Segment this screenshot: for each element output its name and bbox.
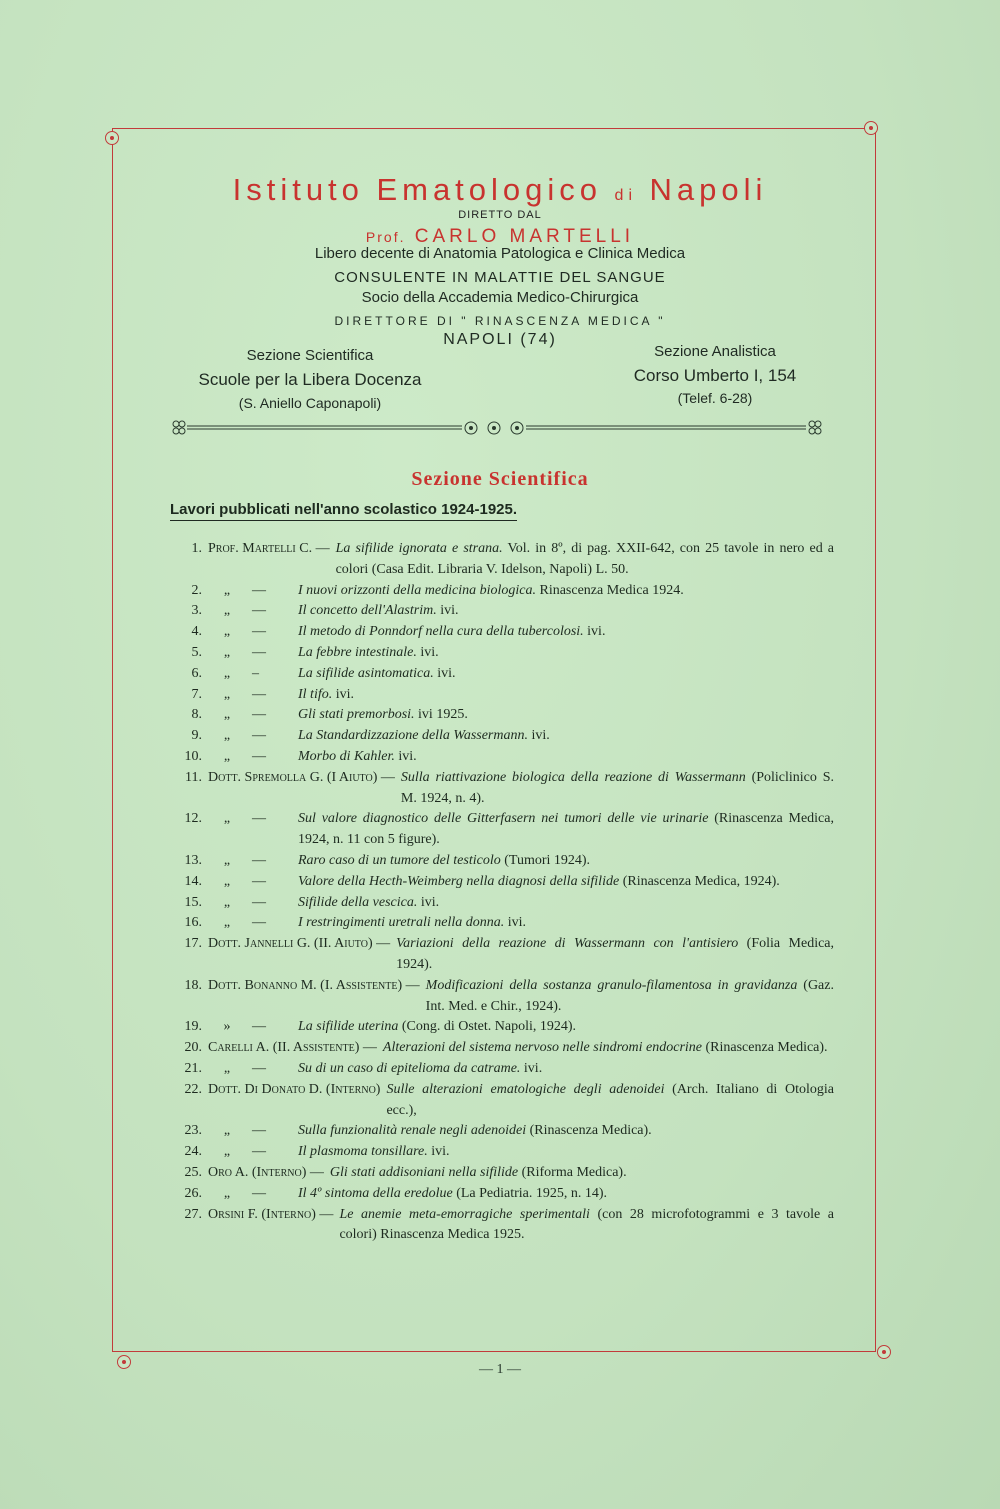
entry-number: 21. [184,1060,202,1076]
publication-entry [168,934,834,976]
ditto-symbol: „ [223,665,231,681]
ditto-symbol: „ [223,852,231,868]
header-line-consulente: CONSULENTE IN MALATTIE DEL SANGUE [334,269,666,286]
entry-details: ivi. [520,1060,543,1076]
entry-title: Variazioni della reazione di Wassermann con l'antisiero [396,936,739,952]
publication-entry [168,872,834,893]
entry-title: Valore della Hecth-Weimberg nella diagnosi della sifilide [298,873,620,889]
ditto-symbol: „ [223,624,231,640]
entry-title: Sulla riattivazione biologica della reazione di Wassermann [400,769,746,785]
entry-title: Modificazioni della sostanza granulo-filamentosa in gravidanza [425,977,798,993]
section-title: Sezione Scientifica [411,468,589,490]
title-word: di [614,187,637,204]
entry-details: (Rinascenza Medica). [526,1123,652,1139]
ditto-symbol: „ [223,915,231,931]
publication-entry [168,1205,834,1247]
entry-number: 13. [184,852,202,868]
ditto-mark [202,664,298,685]
entry-title: I nuovi orizzonti della medicina biologica. [298,582,536,598]
ditto-dash: — [252,1060,266,1076]
ditto-mark [202,893,298,914]
entry-text [298,1121,834,1142]
entry-details: (Arch. Italiano di Otologia ecc.), [386,1081,834,1118]
entry-number: 25. [184,1164,202,1180]
ditto-symbol: „ [223,603,231,619]
publication-entry [168,685,834,706]
entry-text [298,913,834,934]
ditto-symbol: „ [223,1185,231,1201]
entry-text [336,539,834,581]
entry-details: ivi 1925. [414,707,468,723]
entry-title: Le anemie meta-emorragiche sperimentali [339,1206,590,1222]
publication-entry [168,643,834,664]
entry-text [298,1142,834,1163]
entry-author: Orsini F. (Interno) — [208,1206,334,1222]
header-line-docente: Libero decente di Anatomia Patologica e Clinica Medica [314,245,686,262]
left-section-title: Sezione Scientifica [246,347,374,364]
publication-entry [168,705,834,726]
ditto-mark [202,1017,298,1038]
entry-number: 12. [184,811,202,827]
ornamental-divider [172,420,822,436]
ditto-dash: — [252,707,266,723]
ditto-mark [202,913,298,934]
prof-prefix: Prof. [365,229,406,245]
entry-number: 10. [184,748,202,764]
entry-text [298,809,834,851]
publications-list [168,539,834,1246]
publication-entry [168,1017,834,1038]
publication-entry [168,622,834,643]
ditto-symbol: „ [223,686,231,702]
entry-number: 15. [184,894,202,910]
entry-details: ivi. [427,1144,450,1160]
entry-text [298,1059,834,1080]
entry-text [298,1184,834,1205]
publication-entry [168,581,834,602]
entry-details: (Gaz. Int. Med. e Chir., 1924). [425,977,834,1014]
ditto-mark [202,1059,298,1080]
entry-text [298,747,834,768]
publication-entry [168,768,834,810]
entry-title: La febbre intestinale. [298,644,417,660]
publication-entry [168,747,834,768]
ditto-mark [202,809,298,830]
ditto-dash: — [252,582,266,598]
entry-number: 20. [184,1040,202,1056]
ditto-mark [202,705,298,726]
ditto-dash: — [252,1185,266,1201]
entry-number: 6. [191,665,202,681]
ditto-symbol: „ [223,644,231,660]
ditto-symbol: „ [223,1060,231,1076]
publication-entry [168,809,834,851]
entry-title: Su di un caso di epitelioma da catrame. [298,1060,521,1076]
publication-entry [168,851,834,872]
publication-entry [168,726,834,747]
ditto-mark [202,601,298,622]
entry-author: Dott. Spremolla G. (I Aiuto) — [208,769,395,785]
works-heading: Lavori pubblicati nell'anno scolastico 1924-1925. [170,501,517,521]
entry-title: Sifilide della vescica. [298,894,418,910]
entry-text [426,976,834,1018]
ditto-mark [202,1184,298,1205]
entry-text [298,643,834,664]
entry-details: ivi. [433,665,456,681]
entry-title: La Standardizzazione della Wassermann. [298,728,528,744]
entry-number: 17. [184,936,202,952]
entry-details: (Riforma Medica). [518,1164,627,1180]
publication-entry [168,1184,834,1205]
entry-number: 1. [191,541,202,556]
entry-text [383,1038,834,1059]
entry-author: Oro A. (Interno) — [208,1164,324,1180]
entry-details: ivi. [417,894,440,910]
ditto-dash: — [252,915,266,931]
publication-entry [168,601,834,622]
entry-details: ivi. [436,603,459,619]
ditto-symbol: „ [223,894,231,910]
ditto-dash: — [252,1123,266,1139]
entry-text [298,705,834,726]
entry-number: 14. [184,873,202,889]
ditto-dash: — [252,852,266,868]
header-city: NAPOLI (74) [443,331,557,348]
entry-text [298,664,834,685]
publication-entry [168,976,834,1018]
header-line-direttore: DIRETTORE DI " RINASCENZA MEDICA " [334,314,666,328]
publication-entry [168,539,834,581]
entry-title: La sifilide ignorata e strana. [335,541,503,556]
ditto-symbol: „ [223,1144,231,1160]
ditto-symbol: „ [223,728,231,744]
entry-number: 26. [184,1185,202,1201]
entry-details: (Rinascenza Medica, 1924, n. 11 con 5 figure). [298,811,834,848]
ditto-mark [202,622,298,643]
ditto-mark [202,643,298,664]
entry-text [396,934,834,976]
title-word: Ematologico [376,172,603,207]
entry-title: Il plasmoma tonsillare. [298,1144,428,1160]
entry-title: La sifilide uterina [298,1019,399,1035]
entry-text [298,581,834,602]
entry-number: 7. [191,686,202,702]
entry-text [298,872,834,893]
entry-text [386,1080,834,1122]
ditto-dash: – [252,665,259,681]
entry-text [339,1205,834,1247]
frame-corner-ornament [105,131,119,145]
ditto-dash: — [252,624,266,640]
entry-text [298,851,834,872]
publication-entry [168,664,834,685]
ditto-dash: — [252,894,266,910]
page-number: — 1 — [479,1362,521,1377]
entry-text [298,601,834,622]
publication-entry [168,1080,834,1122]
frame-corner-ornament [864,121,878,135]
ditto-mark [202,872,298,893]
entry-author: Carelli A. (II. Assistente) — [208,1040,377,1056]
entry-number: 2. [191,582,202,598]
entry-text [401,768,834,810]
publication-entry [168,1163,834,1184]
right-section-line2: (Telef. 6-28) [677,390,753,406]
entry-details: ivi. [332,686,355,702]
entry-number: 18. [184,977,202,993]
prof-name: CARLO MARTELLI [414,226,635,247]
entry-details: ivi. [394,748,417,764]
entry-number: 9. [191,728,202,744]
ditto-mark [202,685,298,706]
entry-number: 8. [191,707,202,723]
entry-number: 16. [184,915,202,931]
ditto-symbol: „ [223,748,231,764]
left-section-line1: Scuole per la Libera Docenza [198,370,422,389]
ditto-dash: — [252,728,266,744]
ditto-dash: — [252,873,266,889]
entry-number: 22. [184,1081,202,1097]
header-line-socio: Socio della Accademia Medico-Chirurgica [361,289,639,306]
entry-text [298,1017,834,1038]
entry-title: Il tifo. [298,686,333,702]
ditto-dash: — [252,603,266,619]
ditto-dash: — [252,1019,266,1035]
entry-title: Il 4º sintoma della eredolue [298,1185,453,1201]
entry-text [330,1163,834,1184]
entry-number: 27. [184,1206,202,1222]
publication-entry [168,1142,834,1163]
ditto-symbol: » [223,1019,231,1035]
entry-title: La sifilide asintomatica. [298,665,434,681]
entry-text [298,685,834,706]
entry-details: (Folia Medica, 1924). [396,936,835,972]
ditto-mark [202,581,298,602]
entry-details: ivi. [527,728,550,744]
entry-number: 11. [185,769,202,785]
ditto-dash: — [252,644,266,660]
entry-title: Alterazioni del sistema nervoso nelle sindromi endocrine [382,1040,702,1056]
entry-details: ivi. [583,624,606,640]
publication-entry [168,913,834,934]
entry-title: Gli stati addisoniani nella sifilide [329,1164,519,1180]
entry-details: ivi. [416,644,439,660]
entry-number: 19. [184,1019,202,1035]
ditto-symbol: „ [223,582,231,598]
ditto-dash: — [252,811,266,827]
entry-title: Sulla funzionalità renale negli adenoidei [298,1123,527,1139]
entry-author: Dott. Jannelli G. (II. Aiuto) — [208,936,391,952]
entry-text [298,726,834,747]
publication-entry [168,1121,834,1142]
entry-details: (Policlinico S. M. 1924, n. 4). [400,769,834,806]
entry-number: 3. [191,603,202,619]
ditto-symbol: „ [223,811,231,827]
entry-details: (Rinascenza Medica, 1924). [619,873,780,889]
entry-details: ivi. [504,915,527,931]
entry-title: Il concetto dell'Alastrim. [298,603,437,619]
entry-details: (Tumori 1924). [500,852,591,868]
title-word: Istituto [232,172,364,207]
publication-entry [168,1059,834,1080]
ditto-dash: — [252,748,266,764]
entry-author: Dott. Bonanno M. (I. Assistente) — [208,977,420,993]
ditto-symbol: „ [223,1123,231,1139]
entry-details: Rinascenza Medica 1924. [535,582,684,598]
entry-details: (La Pediatria. 1925, n. 14). [452,1185,608,1201]
entry-details: Vol. in 8º, di pag. XXII-642, con 25 tavole in nero ed a colori (Casa Edit. Libraria V. Idelson, Napoli) L. 50. [335,541,835,577]
institute-title [0,172,1000,208]
publication-entry [168,1038,834,1059]
ditto-mark [202,1142,298,1163]
entry-number: 5. [191,644,202,660]
left-section-line2: (S. Aniello Caponapoli) [238,395,382,411]
entry-title: Il metodo di Ponndorf nella cura della tubercolosi. [298,624,584,640]
title-word: Napoli [649,172,768,207]
ditto-mark [202,851,298,872]
entry-text [298,893,834,914]
entry-title: Gli stati premorbosi. [298,707,415,723]
entry-details: (Cong. di Ostet. Napoli, 1924). [398,1019,577,1035]
entry-author: Dott. Di Donato D. (Interno) [208,1081,381,1097]
publication-entry [168,893,834,914]
entry-title: Morbo di Kahler. [298,748,395,764]
entry-details: (Rinascenza Medica). [702,1040,828,1056]
entry-title: I restringimenti uretrali nella donna. [298,915,505,931]
right-section-title: Sezione Analistica [654,343,776,360]
entry-number: 23. [184,1123,202,1139]
ditto-mark [202,747,298,768]
entry-title: Sulle alterazioni ematologiche degli adenoidei [386,1081,665,1097]
entry-author: Prof. Martelli C. — [208,541,330,556]
ditto-dash: — [252,686,266,702]
ditto-symbol: „ [223,873,231,889]
directed-by: DIRETTO DAL [458,209,542,221]
entry-text [298,622,834,643]
entry-number: 24. [184,1144,202,1160]
entry-title: Sul valore diagnostico delle Gitterfasern nei tumori delle vie urinarie [298,811,709,827]
entry-number: 4. [191,624,202,640]
ditto-mark [202,1121,298,1142]
ditto-symbol: „ [223,707,231,723]
ditto-mark [202,726,298,747]
ditto-dash: — [252,1144,266,1160]
entry-title: Raro caso di un tumore del testicolo [298,852,501,868]
right-section-line1: Corso Umberto I, 154 [633,366,797,385]
frame-corner-ornament [877,1345,891,1359]
entry-details: (con 28 microfotogrammi e 3 tavole a colori) Rinascenza Medica 1925. [339,1206,835,1243]
